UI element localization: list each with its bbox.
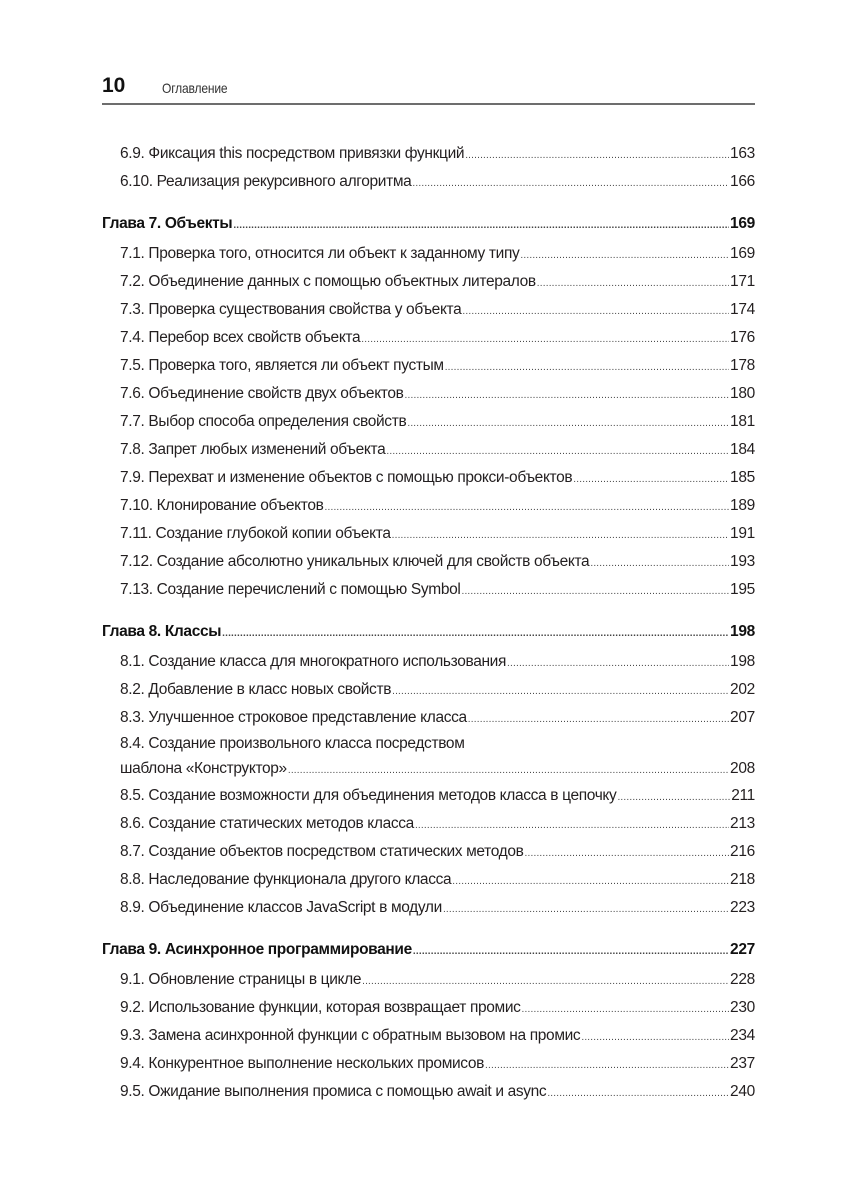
dot-leader xyxy=(445,352,729,382)
dot-leader xyxy=(325,492,730,522)
entry-title: 7.4. Перебор всех свойств объекта xyxy=(120,329,361,346)
entry-page: 202 xyxy=(730,681,755,698)
running-title: Оглавление xyxy=(162,80,228,96)
toc-entry[interactable] xyxy=(102,520,755,548)
dot-leader xyxy=(361,324,729,354)
entry-title: 8.8. Наследование функционала другого класса xyxy=(120,871,452,888)
entry-title: 9.5. Ожидание выполнения промиса с помощью await и async xyxy=(120,1083,547,1100)
dot-leader xyxy=(573,464,729,494)
entry-page: 213 xyxy=(730,815,755,832)
dot-leader xyxy=(590,548,729,578)
entry-page: 218 xyxy=(730,871,755,888)
toc-entry[interactable] xyxy=(102,810,755,838)
entry-title: 7.13. Создание перечислений с помощью Symbol xyxy=(120,581,461,598)
entry-page: 189 xyxy=(730,497,755,514)
entry-page: 237 xyxy=(730,1055,755,1072)
toc-entry[interactable] xyxy=(102,464,755,492)
chapter-title: Глава 8. Классы xyxy=(102,623,222,640)
dot-leader xyxy=(617,782,730,812)
entry-title: 9.4. Конкурентное выполнение нескольких промисов xyxy=(120,1055,485,1072)
dot-leader xyxy=(462,296,729,326)
entry-page: 171 xyxy=(730,273,755,290)
toc-entry-line-2[interactable] xyxy=(102,756,755,782)
toc-entry[interactable] xyxy=(102,140,755,168)
entry-page: 174 xyxy=(730,301,755,318)
dot-leader xyxy=(415,810,729,840)
dot-leader xyxy=(386,436,729,466)
dot-leader xyxy=(413,936,729,966)
toc-entry[interactable] xyxy=(102,1022,755,1050)
toc-chapter-8[interactable] xyxy=(102,618,755,648)
entry-page: 180 xyxy=(730,385,755,402)
entry-page: 208 xyxy=(730,760,755,777)
entry-title: 7.10. Клонирование объектов xyxy=(120,497,324,514)
toc-entry[interactable] xyxy=(102,676,755,704)
dot-leader xyxy=(520,240,729,270)
dot-leader xyxy=(405,380,730,410)
toc-entry[interactable] xyxy=(102,352,755,380)
entry-page: 178 xyxy=(730,357,755,374)
entry-title: 7.8. Запрет любых изменений объекта xyxy=(120,441,386,458)
entry-title: 7.7. Выбор способа определения свойств xyxy=(120,413,407,430)
entry-page: 230 xyxy=(730,999,755,1016)
page-header xyxy=(102,72,755,105)
entry-page: 223 xyxy=(730,899,755,916)
dot-leader xyxy=(465,140,729,170)
toc-entry[interactable] xyxy=(102,380,755,408)
dot-leader xyxy=(443,894,729,924)
entry-title: 7.6. Объединение свойств двух объектов xyxy=(120,385,404,402)
toc-entry[interactable] xyxy=(102,408,755,436)
entry-page: 181 xyxy=(730,413,755,430)
entry-page: 234 xyxy=(730,1027,755,1044)
entry-page: 191 xyxy=(730,525,755,542)
dot-leader xyxy=(522,994,729,1024)
dot-leader xyxy=(288,756,729,784)
toc-chapter-9[interactable] xyxy=(102,936,755,966)
toc-entry[interactable] xyxy=(102,268,755,296)
toc-entry[interactable] xyxy=(102,548,755,576)
entry-title-continued: шаблона «Конструктор» xyxy=(120,760,287,777)
entry-title: 7.2. Объединение данных с помощью объектных литералов xyxy=(120,273,536,290)
dot-leader xyxy=(392,520,729,550)
dot-leader xyxy=(452,866,729,896)
dot-leader xyxy=(485,1050,729,1080)
toc-entry[interactable] xyxy=(102,436,755,464)
entry-title: 7.11. Создание глубокой копии объекта xyxy=(120,525,391,542)
entry-title: 8.7. Создание объектов посредством статических методов xyxy=(120,843,524,860)
entry-title: 7.5. Проверка того, является ли объект пустым xyxy=(120,357,444,374)
dot-leader xyxy=(468,704,729,734)
entry-title: 7.12. Создание абсолютно уникальных ключей для свойств объекта xyxy=(120,553,590,570)
chapter-page: 227 xyxy=(730,941,755,958)
entry-title: 8.9. Объединение классов JavaScript в модули xyxy=(120,899,442,916)
entry-page: 166 xyxy=(730,173,755,190)
entry-page: 228 xyxy=(730,971,755,988)
toc-entry[interactable] xyxy=(102,1078,755,1106)
dot-leader xyxy=(461,576,729,606)
entry-title: 9.3. Замена асинхронной функции с обратным вызовом на промис xyxy=(120,1027,581,1044)
dot-leader xyxy=(222,618,729,648)
chapter-page: 169 xyxy=(730,215,755,232)
dot-leader xyxy=(547,1078,729,1108)
toc-entry[interactable] xyxy=(102,704,755,732)
entry-page: 184 xyxy=(730,441,755,458)
entry-title: 6.9. Фиксация this посредством привязки функций xyxy=(120,145,465,162)
toc-entry[interactable] xyxy=(102,966,755,994)
entry-title: 9.1. Обновление страницы в цикле xyxy=(120,971,362,988)
toc-entry[interactable] xyxy=(102,324,755,352)
entry-title: 7.9. Перехват и изменение объектов с помощью прокси-объектов xyxy=(120,469,573,486)
toc-entry[interactable] xyxy=(102,782,755,810)
entry-title: 8.1. Создание класса для многократного использования xyxy=(120,653,507,670)
entry-title: 8.4. Создание произвольного класса посредством xyxy=(120,735,465,752)
entry-title: 6.10. Реализация рекурсивного алгоритма xyxy=(120,173,412,190)
entry-page: 195 xyxy=(730,581,755,598)
entry-title: 8.3. Улучшенное строковое представление класса xyxy=(120,709,467,726)
dot-leader xyxy=(362,966,729,996)
entry-title: 7.3. Проверка существования свойства у объекта xyxy=(120,301,462,318)
toc-entry[interactable] xyxy=(102,296,755,324)
toc-entry[interactable] xyxy=(102,994,755,1022)
dot-leader xyxy=(537,268,729,298)
entry-page: 193 xyxy=(730,553,755,570)
entry-page: 207 xyxy=(730,709,755,726)
toc-entry[interactable] xyxy=(102,838,755,866)
dot-leader xyxy=(507,648,729,678)
toc-entry[interactable] xyxy=(102,240,755,268)
entry-page: 216 xyxy=(730,843,755,860)
dot-leader xyxy=(407,408,729,438)
toc-entry[interactable] xyxy=(102,492,755,520)
entry-page: 198 xyxy=(730,653,755,670)
dot-leader xyxy=(392,676,729,706)
entry-title: 8.6. Создание статических методов класса xyxy=(120,815,414,832)
chapter-title: Глава 9. Асинхронное программирование xyxy=(102,941,412,958)
entry-page: 163 xyxy=(730,145,755,162)
entry-page: 211 xyxy=(731,787,755,804)
entry-title: 7.1. Проверка того, относится ли объект к заданному типу xyxy=(120,245,520,262)
chapter-page: 198 xyxy=(730,623,755,640)
toc-entry[interactable] xyxy=(102,648,755,676)
entry-title: 9.2. Использование функции, которая возвращает промис xyxy=(120,999,521,1016)
page-number: 10 xyxy=(102,74,126,97)
toc-entry-line-1[interactable] xyxy=(102,732,755,756)
entry-title: 8.5. Создание возможности для объединения методов класса в цепочку xyxy=(120,787,617,804)
entry-page: 169 xyxy=(730,245,755,262)
table-of-contents xyxy=(102,140,755,1106)
chapter-title: Глава 7. Объекты xyxy=(102,215,233,232)
entry-title: 8.2. Добавление в класс новых свойств xyxy=(120,681,392,698)
toc-entry[interactable] xyxy=(102,866,755,894)
dot-leader xyxy=(581,1022,729,1052)
dot-leader xyxy=(233,210,729,240)
toc-entry[interactable] xyxy=(102,168,755,196)
entry-page: 176 xyxy=(730,329,755,346)
toc-entry[interactable] xyxy=(102,1050,755,1078)
entry-page: 185 xyxy=(730,469,755,486)
toc-entry[interactable] xyxy=(102,576,755,604)
toc-chapter-7[interactable] xyxy=(102,210,755,240)
dot-leader xyxy=(525,838,730,868)
toc-entry[interactable] xyxy=(102,894,755,922)
entry-page: 240 xyxy=(730,1083,755,1100)
dot-leader xyxy=(412,168,729,198)
